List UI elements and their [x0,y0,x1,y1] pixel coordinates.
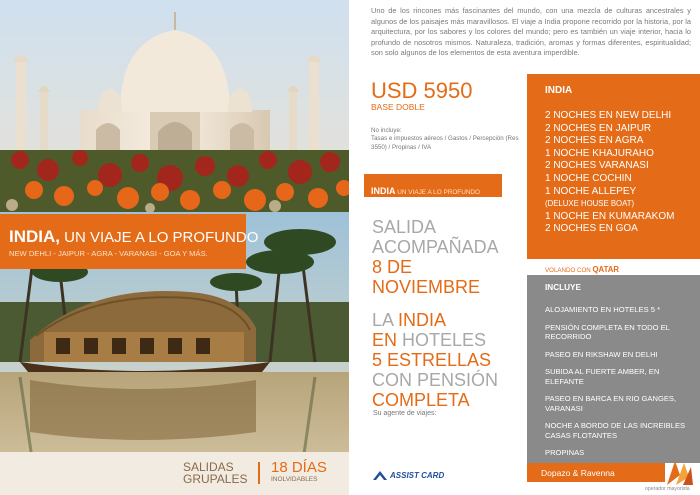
india-section-bar: INDIA UN VIAJE A LO PROFUNDO [364,174,502,197]
list-item: 2 NOCHES EN GOA [545,223,638,235]
list-item: (DELUXE HOUSE BOAT) [545,199,635,209]
list-item: 2 NOCHES EN JAIPUR [545,122,652,134]
list-item: 1 NOCHE COCHIN [545,172,632,184]
hero-title-band [0,214,259,269]
left-photo-panel [0,0,349,495]
airline-note: VOLANDO CON QATAR [545,265,620,274]
divider [258,462,260,484]
list-item: SUBIDA AL FUERTE AMBER, EN ELEFANTE [545,367,660,386]
itinerary-panel [527,74,700,259]
brand-logo-icon [667,461,693,485]
list-item: 2 NOCHES VARANASI [545,160,649,172]
list-item: PENSIÓN COMPLETA EN TODO EL RECORRIDO [545,322,670,341]
taj-mahal-photo [0,0,349,212]
itinerary-title: INDIA [545,85,573,96]
hero-title: INDIA, UN VIAJE A LO PROFUNDO [9,227,259,246]
list-item: NOCHE A BORDO DE LAS INCREIBLES CASAS FLOTANTES [545,421,686,440]
price-amount: USD 5950 [371,78,473,103]
hero-subtitle: NEW DEHLI - JAIPUR - AGRA - VARANASI - GOA Y MÁS. [9,249,208,258]
list-item: 1 NOCHE EN KUMARAKOM [545,210,675,222]
list-item: 1 NOCHE KHAJURAHO [545,147,654,159]
includes-list [545,305,700,458]
salidas-grupales: SALIDAS GRUPALES [183,460,248,486]
assist-card-icon [373,471,387,480]
list-item: 2 NOCHES EN AGRA [545,135,644,147]
not-included-detail: Tasas e impuestos aéreos / Gastos / Percepción (Res 3550) / Propinas / IVA [371,135,519,151]
travel-agent-label: Su agente de viajes: [373,410,437,417]
itinerary-list [545,110,700,236]
list-item: ALOJAMIENTO EN HOTELES 5 * [545,305,661,314]
departure-heading: SALIDA ACOMPAÑADA 8 DE NOVIEMBRE [372,217,499,297]
brand-name: Dopazo & Ravenna [527,463,665,482]
list-item: 2 NOCHES EN NEW DELHI [545,110,672,121]
assist-card-logo: ASSIST CARD [373,471,444,480]
brand-tagline: operador mayorista [645,486,690,492]
intro-paragraph: Uno de los rincones más fascinantes del mundo, con una mezcla de culturas ancestrales y algunos de los paisajes más maravillosos. El viaje a India propone recorrido por la historia, por la arquitectura, por los sabores y los colores del mundo; pero es también un viaje interior, hacia lo profundo de nosotros mismos. Naturaleza, tradición, aromas y formas diferentes, espiritualidad; son solo algunos de los elementos de esta aventura imperdible. [371,6,691,58]
includes-title: INCLUYE [545,283,581,292]
includes-panel [527,275,700,463]
list-item: PASEO EN BARCA EN RIO GANGES, VARANASI [545,394,677,413]
list-item: 1 NOCHE ALLEPEY [545,185,637,197]
not-included-label: No incluye: [371,127,402,134]
price-basis: BASE DOBLE [371,102,425,112]
list-item: PASEO EN RIKSHAW EN DELHI [545,349,658,359]
hotels-heading: LA INDIA EN HOTELES 5 ESTRELLAS CON PENSIÓN COMPLETA [372,310,499,410]
not-included [371,127,521,152]
dias-count: 18 DÍAS [271,459,327,476]
dias-subtitle: INOLVIDABLES [271,476,318,483]
list-item: PROPINAS [545,448,585,457]
